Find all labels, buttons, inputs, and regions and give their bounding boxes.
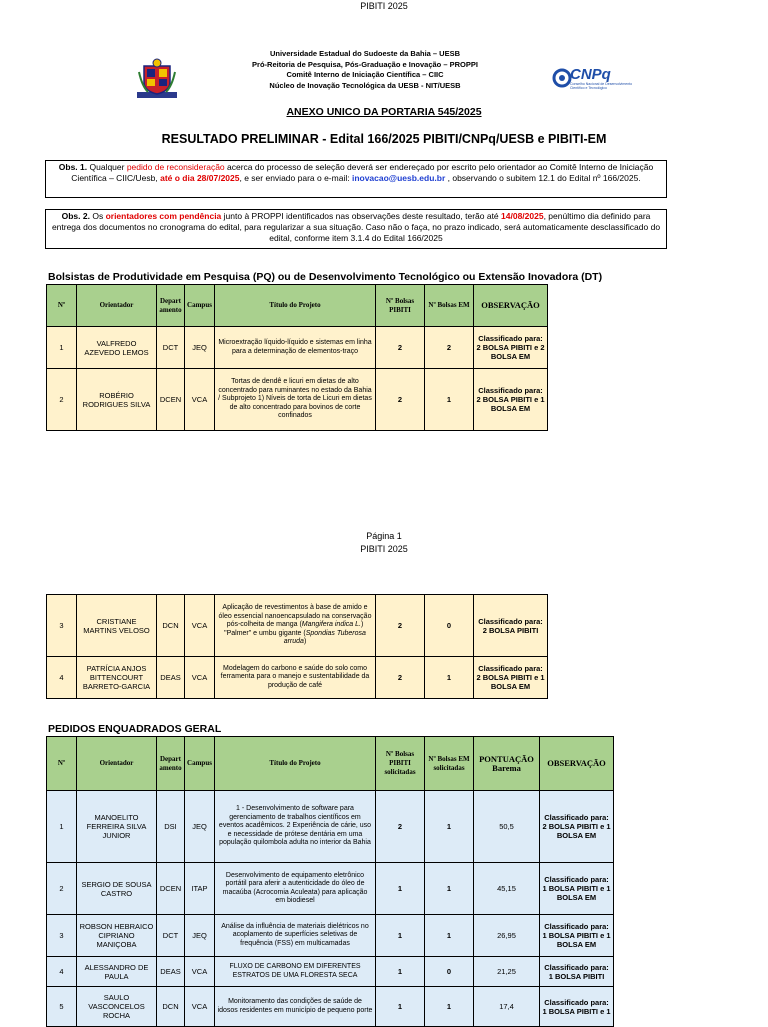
cell-campus: ITAP	[185, 863, 215, 915]
cell-num: 5	[47, 987, 77, 1027]
cell-num: 3	[47, 595, 77, 657]
cell-em: 1	[425, 791, 474, 863]
table-row	[47, 595, 548, 657]
cell-campus: VCA	[185, 369, 215, 431]
cell-titulo: Desenvolvimento de equipamento eletrônico portátil para aferir a autenticidade do óleo de macaúba (Acrocomia Aculeata) para aplicação em biodiesel	[215, 863, 376, 915]
cell-titulo: Modelagem do carbono e saúde do solo como ferramenta para o manejo e sustentabilidade da produção de café	[215, 657, 376, 699]
running-head: PIBITI 2025	[360, 1, 408, 11]
cell-dep: DCT	[157, 327, 185, 369]
cell-titulo: Análise da influência de materiais dielétricos no acoplamento de superfícies seletivas de frequência (FSS) em multicamadas	[215, 915, 376, 957]
cell-orientador: ROBSON HEBRAICO CIPRIANO MANIÇOBA	[77, 915, 157, 957]
cell-pibiti: 2	[376, 327, 425, 369]
obs1-deadline: até o dia 28/07/2025	[160, 173, 240, 183]
obs2-deadline: 14/08/2025	[501, 211, 544, 221]
titulo-italic: Mangifera indica L.	[301, 621, 361, 629]
col-header: PONTUAÇÃO Barema	[474, 737, 540, 791]
cell-em: 0	[425, 957, 474, 987]
titulo-part: Aplicação de revestimentos à base de amido e óleo essencial nanoencapsulado na conservação pós-colheita de manga (	[218, 604, 372, 629]
cell-pontuacao: 50,5	[474, 791, 540, 863]
cnpq-tagline: Conselho Nacional de Desenvolvimento Científico e Tecnológico	[570, 82, 633, 90]
cell-orientador: PATRÍCIA ANJOS BITTENCOURT BARRETO-GARCIA	[77, 657, 157, 699]
cell-em: 1	[425, 863, 474, 915]
cell-titulo: Monitoramento das condições de saúde de idosos residentes em município de pequeno porte	[215, 987, 376, 1027]
cell-pibiti: 2	[376, 657, 425, 699]
cell-em: 1	[425, 657, 474, 699]
cell-dep: DEAS	[157, 957, 185, 987]
email-link[interactable]: inovacao@uesb.edu.br	[351, 173, 446, 183]
cell-pibiti: 1	[376, 987, 425, 1027]
obs1-box	[45, 160, 667, 198]
cnpq-logo	[552, 66, 642, 90]
cell-titulo: Tortas de dendê e licuri em dietas de alto concentrado para ruminantes no estado da Bahia / Subprojeto 1) Níveis de torta de Licuri em dietas de alto concentrado para bovinos de corte confinados	[215, 369, 376, 431]
table-row	[47, 987, 614, 1027]
cell-pontuacao: 26,95	[474, 915, 540, 957]
table-row	[47, 327, 548, 369]
uesb-crest-logo	[136, 58, 178, 100]
cell-obs: Classificado para: 2 BOLSA PIBITI e 1 BOLSA EM	[474, 369, 548, 431]
cell-pibiti: 1	[376, 915, 425, 957]
running-head: PIBITI 2025	[360, 544, 408, 554]
cell-dep: DCN	[157, 595, 185, 657]
pq-table-continued	[46, 594, 548, 699]
annex-title: ANEXO UNICO DA PORTARIA 545/2025	[286, 106, 482, 118]
obs1-text: acerca do processo de seleção deverá ser endereçado por escrito pelo orientador ao Comitê Interno de Iniciação Científica – CIIC/Uesb,	[71, 162, 654, 183]
cell-campus: JEQ	[185, 791, 215, 863]
cell-dep: DEAS	[157, 657, 185, 699]
cell-num: 1	[47, 791, 77, 863]
cell-num: 1	[47, 327, 77, 369]
cell-orientador: SAULO VASCONCELOS ROCHA	[77, 987, 157, 1027]
table-row	[47, 369, 548, 431]
col-header: OBSERVAÇÃO	[540, 737, 614, 791]
institution-line: Núcleo de Inovação Tecnológica da UESB - NIT/UESB	[269, 80, 461, 90]
cell-orientador: VALFREDO AZEVEDO LEMOS	[77, 327, 157, 369]
geral-header-row	[47, 737, 614, 791]
cell-pontuacao: 21,25	[474, 957, 540, 987]
cell-num: 2	[47, 369, 77, 431]
col-header: Nº Bolsas EM	[425, 285, 474, 327]
cell-campus: JEQ	[185, 915, 215, 957]
col-header: OBSERVAÇÃO	[474, 285, 548, 327]
cell-num: 4	[47, 957, 77, 987]
titulo-part: )	[303, 638, 307, 646]
result-title: RESULTADO PRELIMINAR - Edital 166/2025 PIBITI/CNPq/UESB e PIBITI-EM	[161, 132, 607, 146]
cnpq-mark-icon	[552, 68, 572, 88]
cell-obs: Classificado para: 2 BOLSA PIBITI	[474, 595, 548, 657]
cell-em: 0	[425, 595, 474, 657]
section-geral-title: PEDIDOS ENQUADRADOS GERAL	[48, 723, 222, 735]
cell-orientador: CRISTIANE MARTINS VELOSO	[77, 595, 157, 657]
cell-obs: Classificado para: 1 BOLSA PIBITI e 1 BOLSA EM	[540, 915, 614, 957]
cell-pibiti: 1	[376, 957, 425, 987]
cell-titulo	[215, 595, 376, 657]
pq-table	[46, 284, 548, 431]
cell-em: 1	[425, 369, 474, 431]
col-header: Orientador	[77, 737, 157, 791]
page-footer: Página 1	[366, 531, 402, 541]
cell-pontuacao: 17,4	[474, 987, 540, 1027]
cell-obs: Classificado para: 2 BOLSA PIBITI e 1 BOLSA EM	[474, 657, 548, 699]
obs2-box	[45, 209, 667, 249]
cell-titulo: FLUXO DE CARBONO EM DIFERENTES ESTRATOS DE UMA FLORESTA SECA	[215, 957, 376, 987]
cell-titulo: Microextração líquido-líquido e sistemas em linha para a determinação de elementos-traço	[215, 327, 376, 369]
titulo-part: ) "Palmer" e umbu gigante (	[224, 621, 364, 637]
obs2-highlight: orientadores com pendência	[105, 211, 222, 221]
cell-orientador: ALESSANDRO DE PAULA	[77, 957, 157, 987]
table-row	[47, 957, 614, 987]
cell-dep: DSI	[157, 791, 185, 863]
cell-campus: JEQ	[185, 327, 215, 369]
cell-campus: VCA	[185, 657, 215, 699]
obs2-label: Obs. 2.	[61, 211, 90, 221]
cell-dep: DCT	[157, 915, 185, 957]
col-header: Nº	[47, 285, 77, 327]
obs1-label: Obs. 1.	[58, 162, 88, 172]
cell-campus: VCA	[185, 987, 215, 1027]
table-row	[47, 863, 614, 915]
cell-dep: DCEN	[157, 369, 185, 431]
cell-dep: DCN	[157, 987, 185, 1027]
cell-pibiti: 2	[376, 595, 425, 657]
cell-obs: Classificado para: 2 BOLSA PIBITI e 2 BOLSA EM	[474, 327, 548, 369]
cell-obs: Classificado para: 1 BOLSA PIBITI e 1	[540, 987, 614, 1027]
cell-em: 2	[425, 327, 474, 369]
cell-pibiti: 1	[376, 863, 425, 915]
titulo-italic: Spondias Tuberosa arruda	[283, 629, 366, 646]
col-header: Nº Bolsas EM solicitadas	[425, 737, 474, 791]
cell-pontuacao: 45,15	[474, 863, 540, 915]
institution-line: Pró-Reitoria de Pesquisa, Pós-Graduação e Inovação – PROPPI	[252, 59, 478, 69]
table-row	[47, 657, 548, 699]
cell-obs: Classificado para: 1 BOLSA PIBITI	[540, 957, 614, 987]
cell-campus: VCA	[185, 957, 215, 987]
obs2-text: Os	[89, 211, 106, 221]
col-header: Nº Bolsas PIBITI solicitadas	[376, 737, 425, 791]
cell-num: 2	[47, 863, 77, 915]
cell-num: 4	[47, 657, 77, 699]
pq-header-row	[47, 285, 548, 327]
table-row	[47, 791, 614, 863]
col-header: Nº Bolsas PIBITI	[376, 285, 425, 327]
col-header: Título do Projeto	[215, 737, 376, 791]
obs2-text: , penúltimo dia definido para entrega dos documentos no cronograma do edital, para regularizar a sua situação. Caso não o faça, no prazo indicado, será automaticamente desclassificado do edital, conforme item 3.1.4 do Edital 166/2025	[51, 211, 661, 243]
cell-pibiti: 2	[376, 791, 425, 863]
col-header: Depart amento	[157, 737, 185, 791]
col-header: Título do Projeto	[215, 285, 376, 327]
geral-table	[46, 736, 614, 1027]
cell-orientador: MANOELITO FERREIRA SILVA JUNIOR	[77, 791, 157, 863]
cell-num: 3	[47, 915, 77, 957]
col-header: Depart amento	[157, 285, 185, 327]
institution-header	[200, 49, 530, 91]
institution-line: Comitê Interno de Iniciação Científica – CIIC	[286, 70, 444, 79]
col-header: Campus	[185, 737, 215, 791]
col-header: Nº	[47, 737, 77, 791]
cell-titulo: 1 - Desenvolvimento de software para gerenciamento de trabalhos científicos em eventos acadêmicos. 2 Experiência de cárie, uso e necessidade de prótese dentária em uma população quilombola adulta no interior da Bahia	[215, 791, 376, 863]
col-header: Campus	[185, 285, 215, 327]
col-header: Orientador	[77, 285, 157, 327]
obs1-text: Qualquer	[87, 162, 127, 172]
cell-em: 1	[425, 987, 474, 1027]
obs1-text: , observando o subitem 12.1 do Edital nº 166/2025.	[445, 173, 641, 183]
institution-line: Universidade Estadual do Sudoeste da Bahia – UESB	[269, 49, 461, 58]
obs2-text: junto à PROPPI identificados nas observações deste resultado, terão até	[221, 211, 502, 221]
cell-orientador: SERGIO DE SOUSA CASTRO	[77, 863, 157, 915]
obs1-text: , e ser enviado para o e-mail:	[239, 173, 352, 183]
cell-em: 1	[425, 915, 474, 957]
cnpq-wordmark: CNPq	[570, 66, 611, 83]
obs1-highlight: pedido de reconsideração	[126, 162, 225, 172]
cell-obs: Classificado para: 2 BOLSA PIBITI e 1 BOLSA EM	[540, 791, 614, 863]
cell-campus: VCA	[185, 595, 215, 657]
cell-dep: DCEN	[157, 863, 185, 915]
cell-orientador: ROBÉRIO RODRIGUES SILVA	[77, 369, 157, 431]
table-row	[47, 915, 614, 957]
cell-obs: Classificado para: 1 BOLSA PIBITI e 1 BOLSA EM	[540, 863, 614, 915]
cell-pibiti: 2	[376, 369, 425, 431]
section-pq-title: Bolsistas de Produtividade em Pesquisa (PQ) ou de Desenvolvimento Tecnológico ou Extensão Inovadora (DT)	[48, 271, 603, 283]
